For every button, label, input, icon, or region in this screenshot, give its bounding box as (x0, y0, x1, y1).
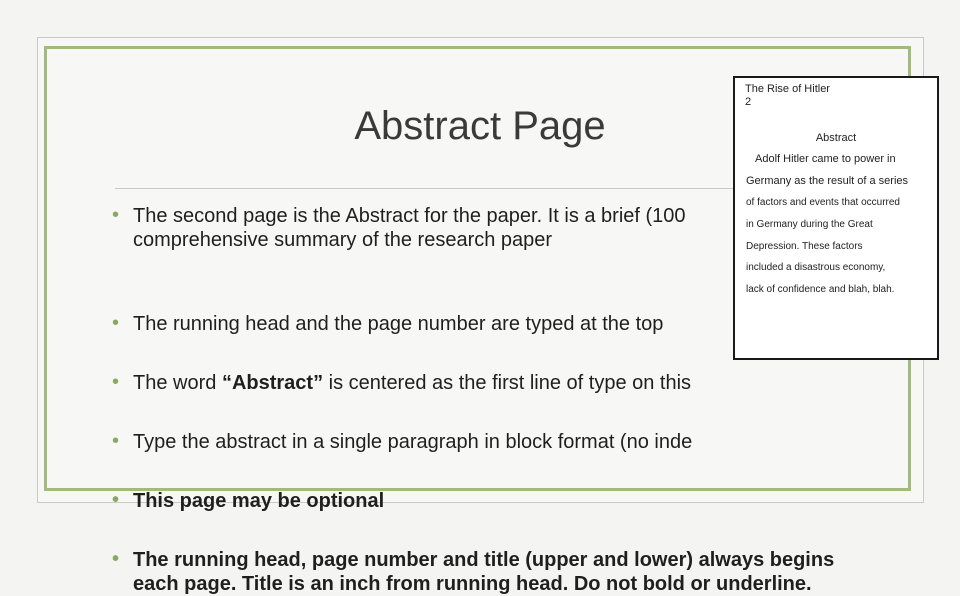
paper-text-line: Germany as the result of a series (746, 175, 909, 187)
sample-paper-page (733, 76, 939, 360)
bullet-text-continued: comprehensive summary of the research paper (133, 229, 553, 251)
bullet-text-post: is centered as the first line of type on this (323, 372, 692, 394)
paper-text-line: included a disastrous economy, (746, 262, 886, 273)
bullet-text: The running head, page number and title (upper and lower) always begins each page. Title is an inch from running head. Do not bold or underline. (133, 549, 835, 595)
paper-abstract-label: Abstract (815, 132, 857, 144)
bullet-text-pre: The word (133, 372, 222, 394)
bullet-icon: • (112, 548, 120, 570)
bullet-item (112, 489, 852, 513)
bullet-item (112, 371, 852, 395)
bullet-item (112, 430, 852, 454)
bullet-icon: • (112, 371, 120, 393)
bullet-icon: • (112, 312, 120, 334)
running-head-text: The Rise of Hitler (745, 83, 830, 95)
paper-text-line: lack of confidence and blah, blah. (746, 284, 895, 295)
paper-text-line: of factors and events that occurred (746, 197, 900, 208)
paper-text-line: in Germany during the Great (746, 219, 873, 230)
bullet-text: This page may be optional (133, 490, 385, 512)
bullet-text-bold: “Abstract” (221, 372, 324, 394)
bullet-icon: • (112, 430, 120, 452)
slide-title: Abstract Page (354, 104, 606, 148)
bullet-item (112, 548, 858, 596)
paper-running-head (745, 83, 830, 109)
paper-text-line: Adolf Hitler came to power in (755, 153, 896, 165)
page-number: 2 (745, 96, 752, 108)
bullet-text: Type the abstract in a single paragraph in block format (no inde (133, 431, 693, 453)
bullet-text: The second page is the Abstract for the paper. It is a brief (100 (133, 205, 686, 227)
paper-text-line: Depression. These factors (746, 241, 863, 252)
bullet-text: The running head and the page number are typed at the top (133, 313, 664, 335)
bullet-icon: • (112, 204, 120, 226)
bullet-icon: • (112, 489, 120, 511)
